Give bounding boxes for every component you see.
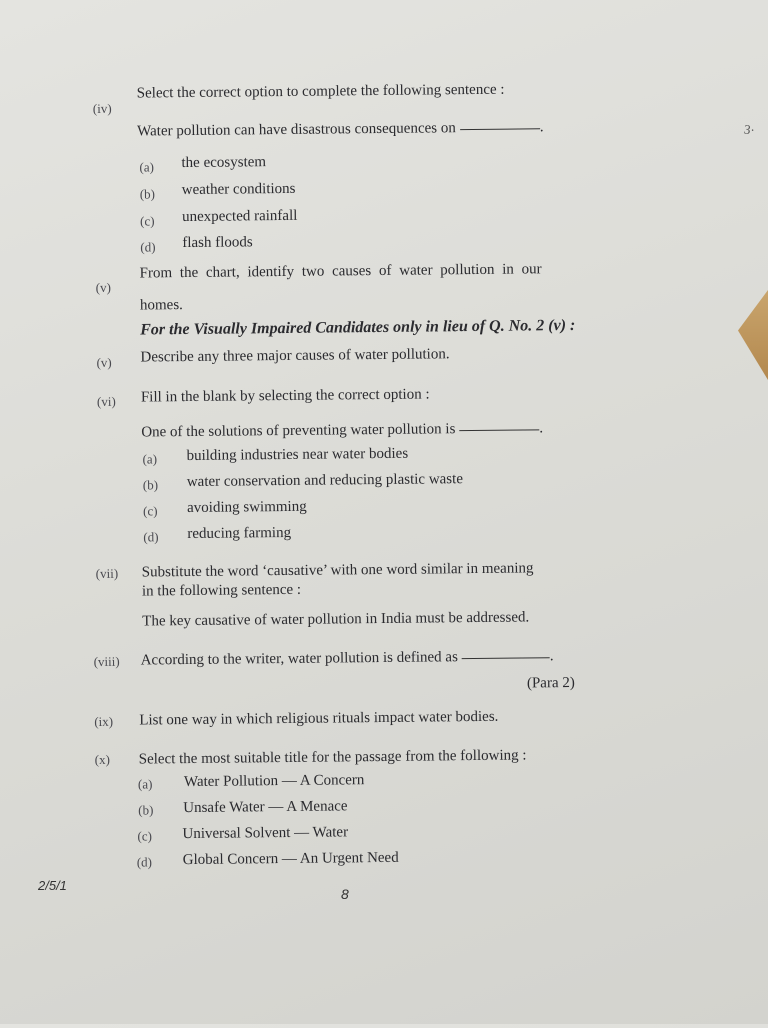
option-text: Global Concern — An Urgent Need	[182, 849, 399, 869]
question-number-ix: (ix)	[94, 713, 114, 730]
question-number-vii: (vii)	[95, 565, 119, 581]
option-label: (b)	[138, 802, 154, 818]
question-vii-line1: Substitute the word ‘causative’ with one word similar in meaning	[141, 560, 534, 581]
visually-impaired-note: For the Visually Impaired Candidates only in lieu of Q. No. 2 (v) :	[140, 316, 576, 339]
answer-blank[interactable]	[462, 657, 550, 659]
answer-blank[interactable]	[460, 128, 540, 130]
option-label: (a)	[142, 451, 158, 467]
option-label: (d)	[136, 854, 153, 870]
option-label: (c)	[143, 503, 158, 519]
question-vii-line2: in the following sentence :	[141, 581, 302, 600]
option-text: Universal Solvent — Water	[182, 824, 349, 843]
option-text: the ecosystem	[181, 154, 267, 172]
option-text: avoiding swimming	[186, 498, 307, 517]
question-ix-text: List one way in which religious rituals impact water bodies.	[139, 708, 499, 729]
question-number-x: (x)	[94, 751, 110, 768]
question-number-v: (v)	[95, 279, 112, 295]
option-label: (d)	[140, 239, 156, 255]
question-number-vi: (vi)	[96, 393, 116, 409]
option-text: Unsafe Water — A Menace	[183, 798, 348, 817]
option-label: (d)	[143, 529, 159, 545]
question-number-viii: (viii)	[93, 653, 120, 670]
option-label: (c)	[137, 828, 153, 844]
option-label: (c)	[139, 213, 155, 229]
question-vi-sentence: One of the solutions of preventing water pollution is .	[141, 420, 544, 441]
option-label: (b)	[142, 477, 159, 493]
question-viii-text: According to the writer, water pollution is defined as .	[140, 648, 554, 669]
option-text: flash floods	[182, 234, 253, 252]
question-vii-sentence: The key causative of water pollution in India must be addressed.	[142, 609, 530, 630]
question-number-iv: (iv)	[92, 100, 112, 116]
question-v-line2: homes.	[139, 297, 183, 314]
question-v-alt-text: Describe any three major causes of water pollution.	[140, 346, 450, 366]
stray-mark: 3·	[743, 121, 756, 138]
question-vi-prompt: Fill in the blank by selecting the correct option :	[140, 386, 430, 406]
page-number: 8	[341, 886, 349, 902]
question-x-prompt: Select the most suitable title for the passage from the following :	[138, 747, 527, 768]
answer-blank[interactable]	[459, 429, 539, 431]
paragraph-reference: (Para 2)	[526, 674, 575, 692]
option-text: building industries near water bodies	[186, 445, 409, 465]
option-label: (a)	[139, 159, 155, 175]
option-text: unexpected rainfall	[181, 207, 298, 226]
option-text: reducing farming	[187, 524, 292, 543]
option-text: water conservation and reducing plastic waste	[186, 471, 464, 491]
question-iv-prompt: Select the correct option to complete the following sentence :	[136, 81, 505, 102]
option-text: weather conditions	[181, 180, 296, 199]
paper-code: 2/5/1	[38, 878, 67, 893]
question-v-line1: From the chart, identify two causes of water pollution in our	[139, 261, 542, 282]
question-number-v-alt: (v)	[96, 354, 112, 370]
option-text: Water Pollution — A Concern	[183, 772, 365, 791]
option-label: (b)	[139, 186, 156, 202]
question-iv-sentence: Water pollution can have disastrous consequences on .	[137, 119, 544, 140]
option-label: (a)	[137, 776, 153, 792]
